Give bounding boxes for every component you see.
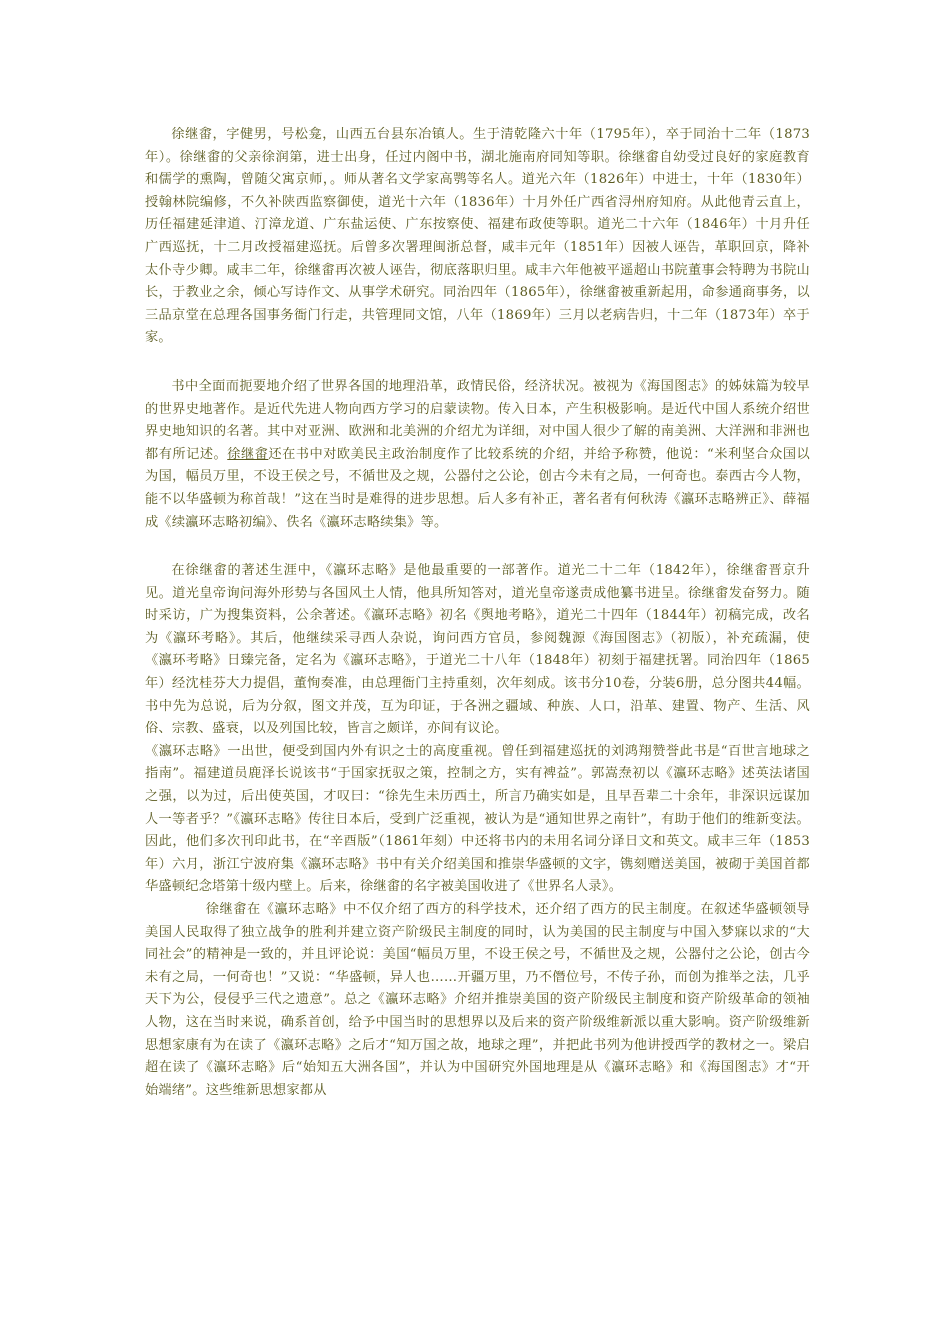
paragraph-spacer: [145, 534, 810, 560]
author-link[interactable]: 徐继畬: [227, 446, 269, 462]
paragraph-democracy: 徐继畬在《瀛环志略》中不仅介绍了西方的科学技术，还介绍了西方的民主制度。在叙述华盛顿领导美国人民取得了独立战争的胜利并建立资产阶级民主制度的同时，认为美国的民主制度与中国入梦寐以求的“大同社会”的精神是一致的，并且评论说：美国“幅员万里，不设王侯之号，不循世及之规，公器付之公论，创古今未有之局，一何奇也！”又说：“华盛顿，异人也……开疆万里，乃不僭位号，不传子孙，而创为推举之法，几乎天下为公，侵侵乎三代之遗意”。总之《瀛环志略》介绍并推崇美国的资产阶级民主制度和资产阶级革命的领袖人物，这在当时来说，确系首创，给予中国当时的思想界以及后来的资产阶级维新派以重大影响。资产阶级维新思想家康有为在读了《瀛环志略》之后才“知万国之故，地球之理”，并把此书列为他讲授西学的教材之一。梁启超在读了《瀛环志略》后“始知五大洲各国”，并认为中国研究外国地理是从《瀛环志略》和《海国图志》才“开始端绪”。这些维新思想家都从: [145, 902, 810, 1098]
paragraph-spacer: [145, 350, 810, 376]
paragraph-biography: 徐继畬，字健男，号松龛，山西五台县东冶镇人。生于清乾隆六十年（1795年），卒于同治十二年（1873年）。徐继畬的父亲徐润第，进士出身，任过内阁中书，湖北施南府同知等职。徐继畬自幼受过良好的家庭教育和儒学的熏陶，曾随父寓京师，。师从著名文学家高鹗等名人。道光六年（1826年）中进士，十年（1830年）授翰林院编修，不久补陕西监察御使，道光十六年（1836年）十月外任广西省浔州府知府。从此他青云直上，历任福建延津道、汀漳龙道、广东盐运使、广东按察使、福建布政使等职。道光二十六年（1846年）十月升任广西巡抚，十二月改授福建巡抚。后曾多次署理闽浙总督，咸丰元年（1851年）因被人诬告，革职回京，降补太仆寺少卿。咸丰二年，徐继畬再次被人诬告，彻底落职归里。咸丰六年他被平遥超山书院董事会特聘为书院山长，于教业之余，倾心写诗作文、从事学术研究。同治四年（1865年），徐继畬被重新起用，命参通商事务，以三品京堂在总理各国事务衙门行走，共管理同文馆，八年（1869年）三月以老病告归，十二年（1873年）卒于家。: [145, 127, 810, 346]
paragraph-writing-history: 在徐继畬的著述生涯中，《瀛环志略》是他最重要的一部著作。道光二十二年（1842年），徐继畬晋京升见。道光皇帝询问海外形势与各国风土人情，他具所知答对，道光皇帝遂责成他纂书进呈。徐继畬发奋努力。随时采访，广为搜集资料，公余著述。《瀛环志略》初名《舆地考略》，道光二十四年（1844年）初稿完成，改名为《瀛环考略》。其后，他继续采寻西人杂说，询问西方官员，参阅魏源《海国图志》（初版），补充疏漏，使《瀛环考略》日臻完备，定名为《瀛环志略》，于道光二十八年（1848年）初刻于福建抚署。同治四年（1865年）经沈桂芬大力提倡，董恂奏准，由总理衙门主持重刻，次年刻成。该书分10卷，分装6册，总分图共44幅。书中先为总说，后为分叙，图文并茂，互为印证，于各洲之疆域、种族、人口，沿革、建置、物产、生活、风俗、宗教、盛衰，以及列国比较，皆言之颇详，亦间有议论。: [145, 563, 810, 737]
paragraph-text: 还在书中对欧美民主政治制度作了比较系统的介绍，并给予称赞，他说：“米利坚合众国以为国，幅员万里，不设王侯之号，不循世及之规，公器付之公论，创古今未有之局，一何奇也。泰西古今人物，能不以华盛顿为称首哉！”这在当时是难得的进步思想。后人多有补正，著名者有何秋涛《瀛环志略辨正》、薛福成《续瀛环志略初编》、佚名《瀛环志略续集》等。: [145, 446, 810, 530]
paragraph-text: 书中全面而扼要地介绍了世界各国的地理沿革，政情民俗，经济状况。被视为《海国图志》的姊妹篇为较早的世界史地著作。是近代先进人物向西方学习的启蒙读物。传入日本，产生积极影响。是近代中国人系统介绍世界史地知识的名著。其中对亚洲、欧洲和北美洲的介绍尤为详细，对中国人很少了解的南美洲、大洋洲和非洲也都有所记述。: [145, 378, 810, 462]
paragraph-book-overview: [145, 376, 810, 534]
document-body: [145, 124, 810, 1102]
paragraph-reception: 《瀛环志略》一出世，便受到国内外有识之士的高度重视。曾任到福建巡抚的刘鸿翔赞誉此书是“百世言地球之指南”。福建道员鹿泽长说该书“于国家抚驭之策，控制之方，实有裨益”。郭嵩焘初以《瀛环志略》述英法诸国之强，以为过，后出使英国，才叹曰：“徐先生未历西土，所言乃确实如是，且早吾辈二十余年，非深识远谋加人一等者乎？”《瀛环志略》传往日本后，受到广泛重视，被认为是“通知世界之南针”，有助于他们的维新变法。因此，他们多次刊印此书，在“辛酉版”（1861年刻）中还将书内的未用名词分译日文和英文。咸丰三年（1853年）六月，浙江宁波府集《瀛环志略》书中有关介绍美国和推崇华盛顿的文字，镌刻赠送美国，被砌于美国首都华盛顿纪念塔第十级内壁上。后来，徐继畬的名字被美国收进了《世界名人录》。: [145, 743, 810, 895]
